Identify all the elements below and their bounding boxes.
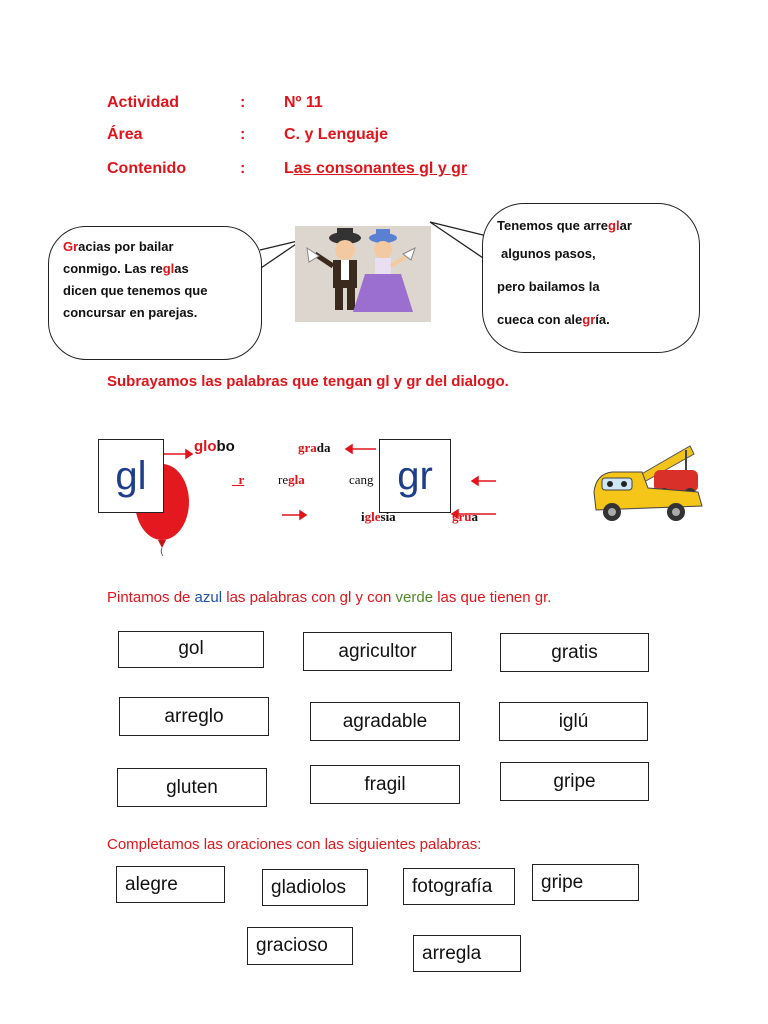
bubble-left-gr: Gr — [63, 239, 79, 254]
word-grua — [452, 509, 478, 525]
bubble-left-line1: acias por bailar — [78, 239, 174, 254]
grua-gr: gru — [452, 509, 472, 524]
instruction-paint — [107, 589, 551, 606]
r-fragment: r — [238, 472, 245, 487]
gr-card: gr — [379, 439, 451, 513]
dancers-illustration — [295, 226, 431, 322]
bubble-left-gl: gl — [162, 261, 175, 276]
globo-gl: glo — [194, 438, 217, 455]
header-label-area: Área — [107, 126, 143, 143]
gl-card: gl — [98, 439, 164, 513]
globo-rest: bo — [216, 438, 235, 455]
header-sep-1: : — [240, 94, 246, 111]
header-sep-2: : — [240, 126, 246, 143]
paint-text-1: Pintamos de — [107, 589, 195, 606]
word-regla — [278, 472, 305, 488]
word-box-gluten[interactable]: gluten — [117, 768, 267, 807]
complete-word-fotografia[interactable]: fotografía — [403, 868, 515, 905]
word-box-iglu[interactable]: iglú — [499, 702, 648, 741]
word-box-arreglo[interactable]: arreglo — [119, 697, 269, 736]
grada-gr: gra — [298, 440, 317, 455]
complete-word-alegre[interactable]: alegre — [116, 866, 225, 903]
tow-truck-image — [590, 440, 704, 526]
paint-text-azul: azul — [194, 589, 223, 606]
header-value-actividad: Nº 11 — [284, 94, 323, 111]
bubble-left-line3: dicen que tenemos que — [63, 283, 208, 298]
bubble-left-line2: conmigo. Las re — [63, 261, 163, 276]
contenido-prefix: L — [284, 160, 294, 177]
paint-text-2: las palabras con gl y con — [222, 589, 396, 606]
header-value-area: C. y Lenguaje — [284, 126, 389, 143]
iglesia-i: i — [361, 509, 365, 524]
grua-rest: a — [471, 509, 478, 524]
word-box-fragil[interactable]: fragil — [310, 765, 460, 804]
paint-text-verde: verde — [395, 589, 434, 606]
word-box-agricultor[interactable]: agricultor — [303, 632, 452, 671]
iglesia-rest: sia — [380, 509, 396, 524]
iglesia-gl: gle — [364, 509, 381, 524]
bubble-right-line2: algunos pasos, — [501, 246, 596, 261]
speech-bubble-left — [48, 226, 262, 360]
bubble-right-gr: gr — [582, 312, 596, 327]
bubble-left-line2-end: as — [174, 261, 189, 276]
word-cang: cang — [349, 472, 374, 487]
header-label-contenido: Contenido — [107, 160, 187, 177]
regla-start: re — [278, 472, 289, 487]
bubble-left-line4: concursar en parejas. — [63, 305, 198, 320]
bubble-right-line3: pero bailamos la — [497, 279, 600, 294]
complete-word-gracioso[interactable]: gracioso — [247, 927, 353, 965]
header-sep-3: : — [240, 160, 246, 177]
word-grada — [298, 440, 331, 456]
grada-rest: da — [316, 440, 331, 455]
bubble-right-line1: Tenemos que arre — [497, 218, 609, 233]
word-box-agradable[interactable]: agradable — [310, 702, 460, 741]
word-box-gratis[interactable]: gratis — [500, 633, 649, 672]
paint-text-3: las que tienen gr. — [433, 589, 552, 606]
bubble-right-line4-end: ía. — [595, 312, 610, 327]
speech-bubble-right — [482, 203, 700, 353]
instruction-complete: Completamos las oraciones con las siguientes palabras: — [107, 836, 482, 853]
contenido-rest: as consonantes gl y gr — [293, 160, 468, 177]
word-box-gol[interactable]: gol — [118, 631, 264, 668]
regla-gl: gla — [288, 472, 305, 487]
word-r-fragment — [232, 472, 244, 488]
bubble-right-gl: gl — [608, 218, 620, 233]
complete-word-arregla[interactable]: arregla — [413, 935, 521, 972]
bubble-right-line4: cueca con ale — [497, 312, 583, 327]
complete-word-gripe[interactable]: gripe — [532, 864, 639, 901]
instruction-underline: Subrayamos las palabras que tengan gl y gr del dialogo. — [107, 373, 509, 390]
complete-word-gladiolos[interactable]: gladiolos — [262, 869, 368, 906]
header-label-actividad: Actividad — [107, 94, 180, 111]
bubble-right-line1-end: ar — [619, 218, 632, 233]
header-value-contenido — [284, 160, 467, 178]
word-box-gripe[interactable]: gripe — [500, 762, 649, 801]
word-globo — [194, 438, 235, 455]
word-iglesia — [361, 509, 396, 525]
